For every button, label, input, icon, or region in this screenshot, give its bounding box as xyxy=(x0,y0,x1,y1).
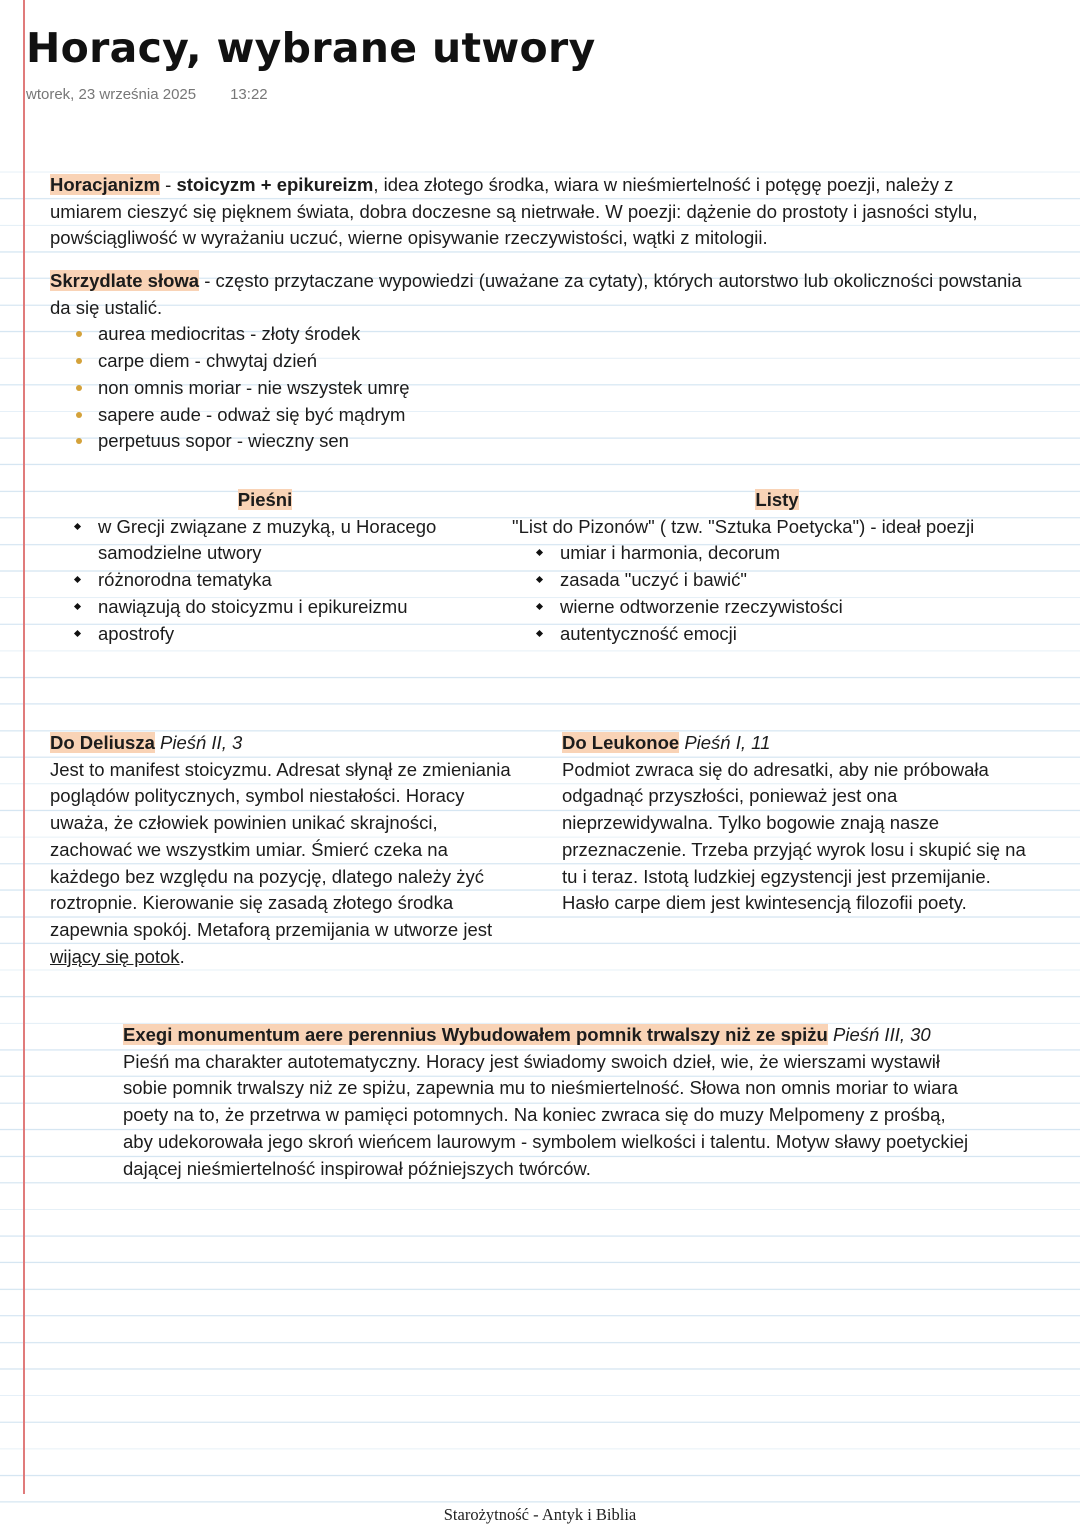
do-leukonoe-section xyxy=(562,730,1032,917)
list-item: nawiązują do stoicyzmu i epikureizmu xyxy=(50,594,480,621)
skrzydlate-slowa-section xyxy=(50,268,1030,455)
phrases-list xyxy=(50,321,1030,455)
do-deliusza-section xyxy=(50,730,520,970)
exegi-text: Pieśń ma charakter autotematyczny. Horacy jest świadomy swoich dzieł, wie, że wierszami wystawił sobie pomnik trwalszy niż ze spiżu, zapewnia mu to nieśmiertelność. Słowa non omnis moriar to wiara poety na to, że przetrwa w pamięci potomnych. Na koniec zwraca się do muzy Melpomeny z prośbą, aby udekorowała jego skroń wieńcem laurowym - symbolem wielkości i talentu. Motyw sławy poetyckiej dającej nieśmiertelność inspirował późniejszych twórców. xyxy=(123,1050,969,1179)
deliusz-ref: Pieśń II, 3 xyxy=(160,732,243,753)
footer-label: Starożytność - Antyk i Biblia xyxy=(443,1505,637,1524)
leukonoe-heading: Do Leukonoe Pieśń I, 11 xyxy=(562,732,771,753)
margin-line xyxy=(23,0,25,1494)
list-item: różnorodna tematyka xyxy=(50,567,480,594)
exegi-heading: Exegi monumentum aere perennius Wybudowałem pomnik trwalszy niż ze spiżu Pieśń III, 30 xyxy=(123,1024,931,1045)
page-title: Horacy, wybrane utwory xyxy=(26,24,596,72)
list-item: perpetuus sopor - wieczny sen xyxy=(50,428,1030,455)
deliusz-text: Jest to manifest stoicyzmu. Adresat słynął ze zmieniania poglądów politycznych, symbol niestałości. Horacy uważa, że człowiek powinien unikać skrajności, zachować we wszystkim umiar. Śmierć czeka na każdego bez względu na pozycję, dlatego należy żyć roztropnie. Kierowanie się zasadą złotego środka zapewnia spokój. Metaforą przemijania w utworze jest wijący się potok. xyxy=(50,758,511,967)
list-item: w Grecji związane z muzyką, u Horacego samodzielne utwory xyxy=(50,514,480,567)
skrzydlate-paragraph: Skrzydlate słowa - często przytaczane wypowiedzi (uważane za cytaty), których autorstwo lub okoliczności powstania da się ustalić. xyxy=(50,270,1022,318)
header-area xyxy=(0,0,1080,146)
horacjanizm-paragraph: Horacjanizm - stoicyzm + epikureizm, idea złotego środka, wiara w nieśmiertelność i potęgę poezji, należy z umiarem cieszyć się pięknem świata, dobra doczesne są nietrwałe. W poezji: dążenie do prostoty i jasności stylu, powściągliwość w wyrażaniu uczuć, wierne opisywanie rzeczywistości, wątki z mitologii. xyxy=(50,174,978,249)
term-horacjanizm: Horacjanizm xyxy=(50,174,161,195)
listy-heading: Listy xyxy=(755,489,799,510)
deliusz-heading: Do Deliusza Pieśń II, 3 xyxy=(50,732,243,753)
piesni-section xyxy=(50,487,480,647)
timestamp xyxy=(26,86,268,103)
listy-list xyxy=(512,540,1042,647)
list-item: apostrofy xyxy=(50,621,480,648)
term-skrzydlate: Skrzydlate słowa xyxy=(50,270,200,291)
piesni-heading: Pieśni xyxy=(237,489,293,510)
piesni-list xyxy=(50,514,480,648)
list-item: carpe diem - chwytaj dzień xyxy=(50,348,1030,375)
list-item: non omnis moriar - nie wszystek umrę xyxy=(50,375,1030,402)
stoicism-epicureanism: stoicyzm + epikureizm xyxy=(176,174,374,195)
leukonoe-text: Podmiot zwraca się do adresatki, aby nie próbowała odgadnąć przyszłości, ponieważ jest ona nieprzewidywalna. Tylko bogowie znają nasze przeznaczenie. Trzeba przyjąć wyrok losu i skupić się na tu i teraz. Istotą ludzkiej egzystencji jest przemijanie. Hasło carpe diem jest kwintesencją filozofii poety. xyxy=(562,758,1026,914)
underlined-phrase: wijący się potok xyxy=(50,945,180,967)
listy-section xyxy=(512,487,1042,647)
list-item: autentyczność emocji xyxy=(512,621,1042,648)
list-item: aurea mediocritas - złoty środek xyxy=(50,321,1030,348)
list-item: wierne odtworzenie rzeczywistości xyxy=(512,594,1042,621)
exegi-ref: Pieśń III, 30 xyxy=(833,1024,931,1045)
listy-intro: "List do Pizonów" ( tzw. "Sztuka Poetycka") - ideał poezji xyxy=(512,515,975,537)
list-item: zasada "uczyć i bawić" xyxy=(512,567,1042,594)
note-date: wtorek, 23 września 2025 xyxy=(26,86,197,103)
leukonoe-ref: Pieśń I, 11 xyxy=(684,732,771,753)
list-item: umiar i harmonia, decorum xyxy=(512,540,1042,567)
list-item: sapere aude - odważ się być mądrym xyxy=(50,402,1030,429)
note-time: 13:22 xyxy=(230,86,268,103)
exegi-monumentum-section xyxy=(123,1022,973,1182)
